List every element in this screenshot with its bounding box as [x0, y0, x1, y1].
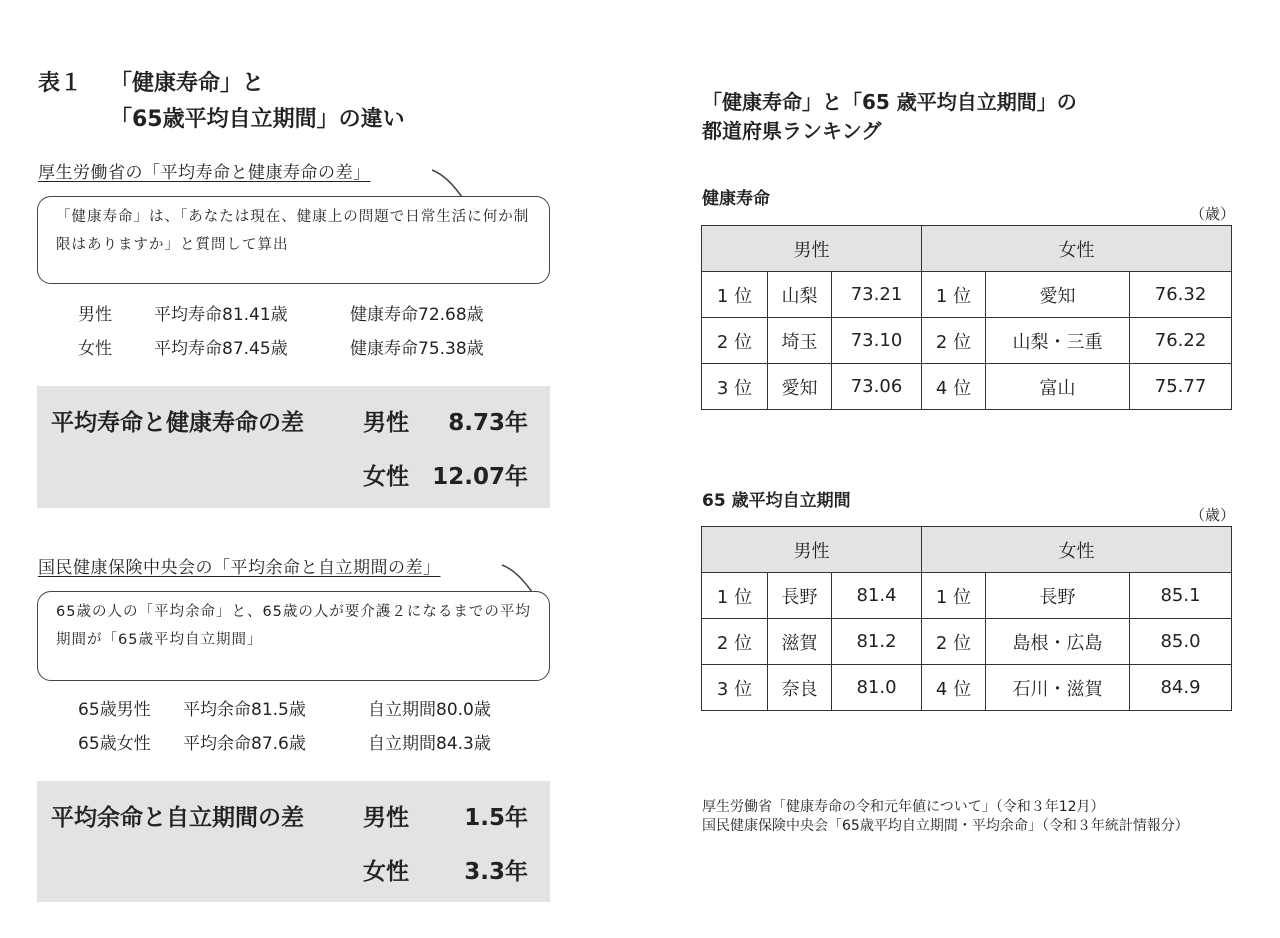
male-value: 81.4: [832, 573, 922, 619]
table-row: [702, 665, 1232, 711]
male-prefecture: 長野: [768, 573, 832, 619]
row-sex-label: 65歳女性: [78, 734, 151, 754]
section1-row-female: [78, 332, 484, 366]
female-value: 85.1: [1130, 573, 1232, 619]
table2-unit: （歳）: [1190, 506, 1236, 524]
row-independent-period: 自立期間80.0歳: [368, 700, 491, 720]
difference-label: 平均寿命と健康寿命の差: [51, 410, 304, 436]
female-prefecture: 島根・広島: [986, 619, 1130, 665]
table-row: [702, 573, 1232, 619]
row-life-expectancy: 平均余命81.5歳: [183, 700, 306, 720]
female-rank: 1 位: [922, 573, 986, 619]
female-value: 85.0: [1130, 619, 1232, 665]
healthy-life-ranking-table: [701, 225, 1232, 410]
section2-heading: 国民健康保険中央会の「平均余命と自立期間の差」: [38, 558, 441, 578]
section1-row-male: [78, 298, 484, 332]
row-sex-label: 65歳男性: [78, 700, 151, 720]
male-difference-value: 1.5年: [464, 805, 528, 831]
female-label: 女性: [363, 464, 409, 490]
female-difference-value: 3.3年: [464, 859, 528, 885]
row-independent-period: 自立期間84.3歳: [368, 734, 491, 754]
female-value: 76.32: [1130, 272, 1232, 318]
table-row: [702, 364, 1232, 410]
ranking-title-line1: 「健康寿命」と「65 歳平均自立期間」の: [702, 90, 1077, 114]
section1-difference-box: [37, 386, 550, 508]
male-difference-value: 8.73年: [448, 410, 528, 436]
table1-section-title: 健康寿命: [702, 189, 770, 209]
table-header-row: [702, 226, 1232, 272]
table-row: [702, 272, 1232, 318]
female-value: 76.22: [1130, 318, 1232, 364]
male-label: 男性: [363, 410, 409, 436]
male-value: 81.0: [832, 665, 922, 711]
female-rank: 2 位: [922, 619, 986, 665]
female-prefecture: 山梨・三重: [986, 318, 1130, 364]
female-value: 75.77: [1130, 364, 1232, 410]
row-life-expectancy: 平均寿命87.45歳: [154, 339, 288, 359]
section1-heading: 厚生労働省の「平均寿命と健康寿命の差」: [38, 163, 371, 183]
difference-label: 平均余命と自立期間の差: [51, 805, 304, 831]
row-sex-label: 女性: [78, 339, 112, 359]
female-rank: 4 位: [922, 364, 986, 410]
table-row: [702, 619, 1232, 665]
row-sex-label: 男性: [78, 305, 112, 325]
female-prefecture: 愛知: [986, 272, 1130, 318]
male-value: 73.21: [832, 272, 922, 318]
female-difference-value: 12.07年: [432, 464, 528, 490]
male-label: 男性: [363, 805, 409, 831]
header-male: 男性: [702, 527, 922, 573]
ranking-title-line2: 都道府県ランキング: [702, 119, 882, 143]
row-healthy-life: 健康寿命72.68歳: [350, 305, 484, 325]
row-life-expectancy: 平均余命87.6歳: [183, 734, 306, 754]
male-value: 81.2: [832, 619, 922, 665]
male-rank: 2 位: [702, 318, 768, 364]
source-line-1: 厚生労働省「健康寿命の令和元年値について」（令和３年12月）: [702, 799, 1105, 815]
header-female: 女性: [922, 527, 1232, 573]
table1-unit: （歳）: [1190, 205, 1236, 223]
male-value: 73.06: [832, 364, 922, 410]
male-prefecture: 滋賀: [768, 619, 832, 665]
table-row: [702, 318, 1232, 364]
male-rank: 1 位: [702, 573, 768, 619]
section2-row-male: [78, 693, 491, 727]
female-rank: 4 位: [922, 665, 986, 711]
row-healthy-life: 健康寿命75.38歳: [350, 339, 484, 359]
male-prefecture: 奈良: [768, 665, 832, 711]
independent-period-ranking-table: [701, 526, 1232, 711]
female-rank: 2 位: [922, 318, 986, 364]
male-rank: 2 位: [702, 619, 768, 665]
male-rank: 1 位: [702, 272, 768, 318]
male-value: 73.10: [832, 318, 922, 364]
male-rank: 3 位: [702, 665, 768, 711]
section1-bubble: 「健康寿命」は、「あなたは現在、健康上の問題で日常生活に何か制限はありますか」と質問して算出: [37, 196, 550, 284]
header-female: 女性: [922, 226, 1232, 272]
page-title-line1: 「健康寿命」と: [110, 71, 265, 96]
female-prefecture: 石川・滋賀: [986, 665, 1130, 711]
female-prefecture: 富山: [986, 364, 1130, 410]
female-prefecture: 長野: [986, 573, 1130, 619]
table-number: 表１: [38, 71, 83, 96]
female-rank: 1 位: [922, 272, 986, 318]
male-prefecture: 山梨: [768, 272, 832, 318]
male-prefecture: 埼玉: [768, 318, 832, 364]
section2-bubble: 65歳の人の「平均余命」と、65歳の人が要介護２になるまでの平均期間が「65歳平均自立期間」: [37, 591, 550, 681]
male-rank: 3 位: [702, 364, 768, 410]
source-line-2: 国民健康保険中央会「65歳平均自立期間・平均余命」（令和３年統計情報分）: [702, 818, 1189, 834]
table2-section-title: 65 歳平均自立期間: [702, 491, 851, 511]
female-label: 女性: [363, 859, 409, 885]
page-title-line2: 「65歳平均自立期間」の違い: [110, 107, 405, 132]
source-note: [702, 798, 1242, 836]
table-header-row: [702, 527, 1232, 573]
row-life-expectancy: 平均寿命81.41歳: [154, 305, 288, 325]
section2-difference-box: [37, 781, 550, 902]
section2-row-female: [78, 727, 491, 761]
male-prefecture: 愛知: [768, 364, 832, 410]
header-male: 男性: [702, 226, 922, 272]
female-value: 84.9: [1130, 665, 1232, 711]
